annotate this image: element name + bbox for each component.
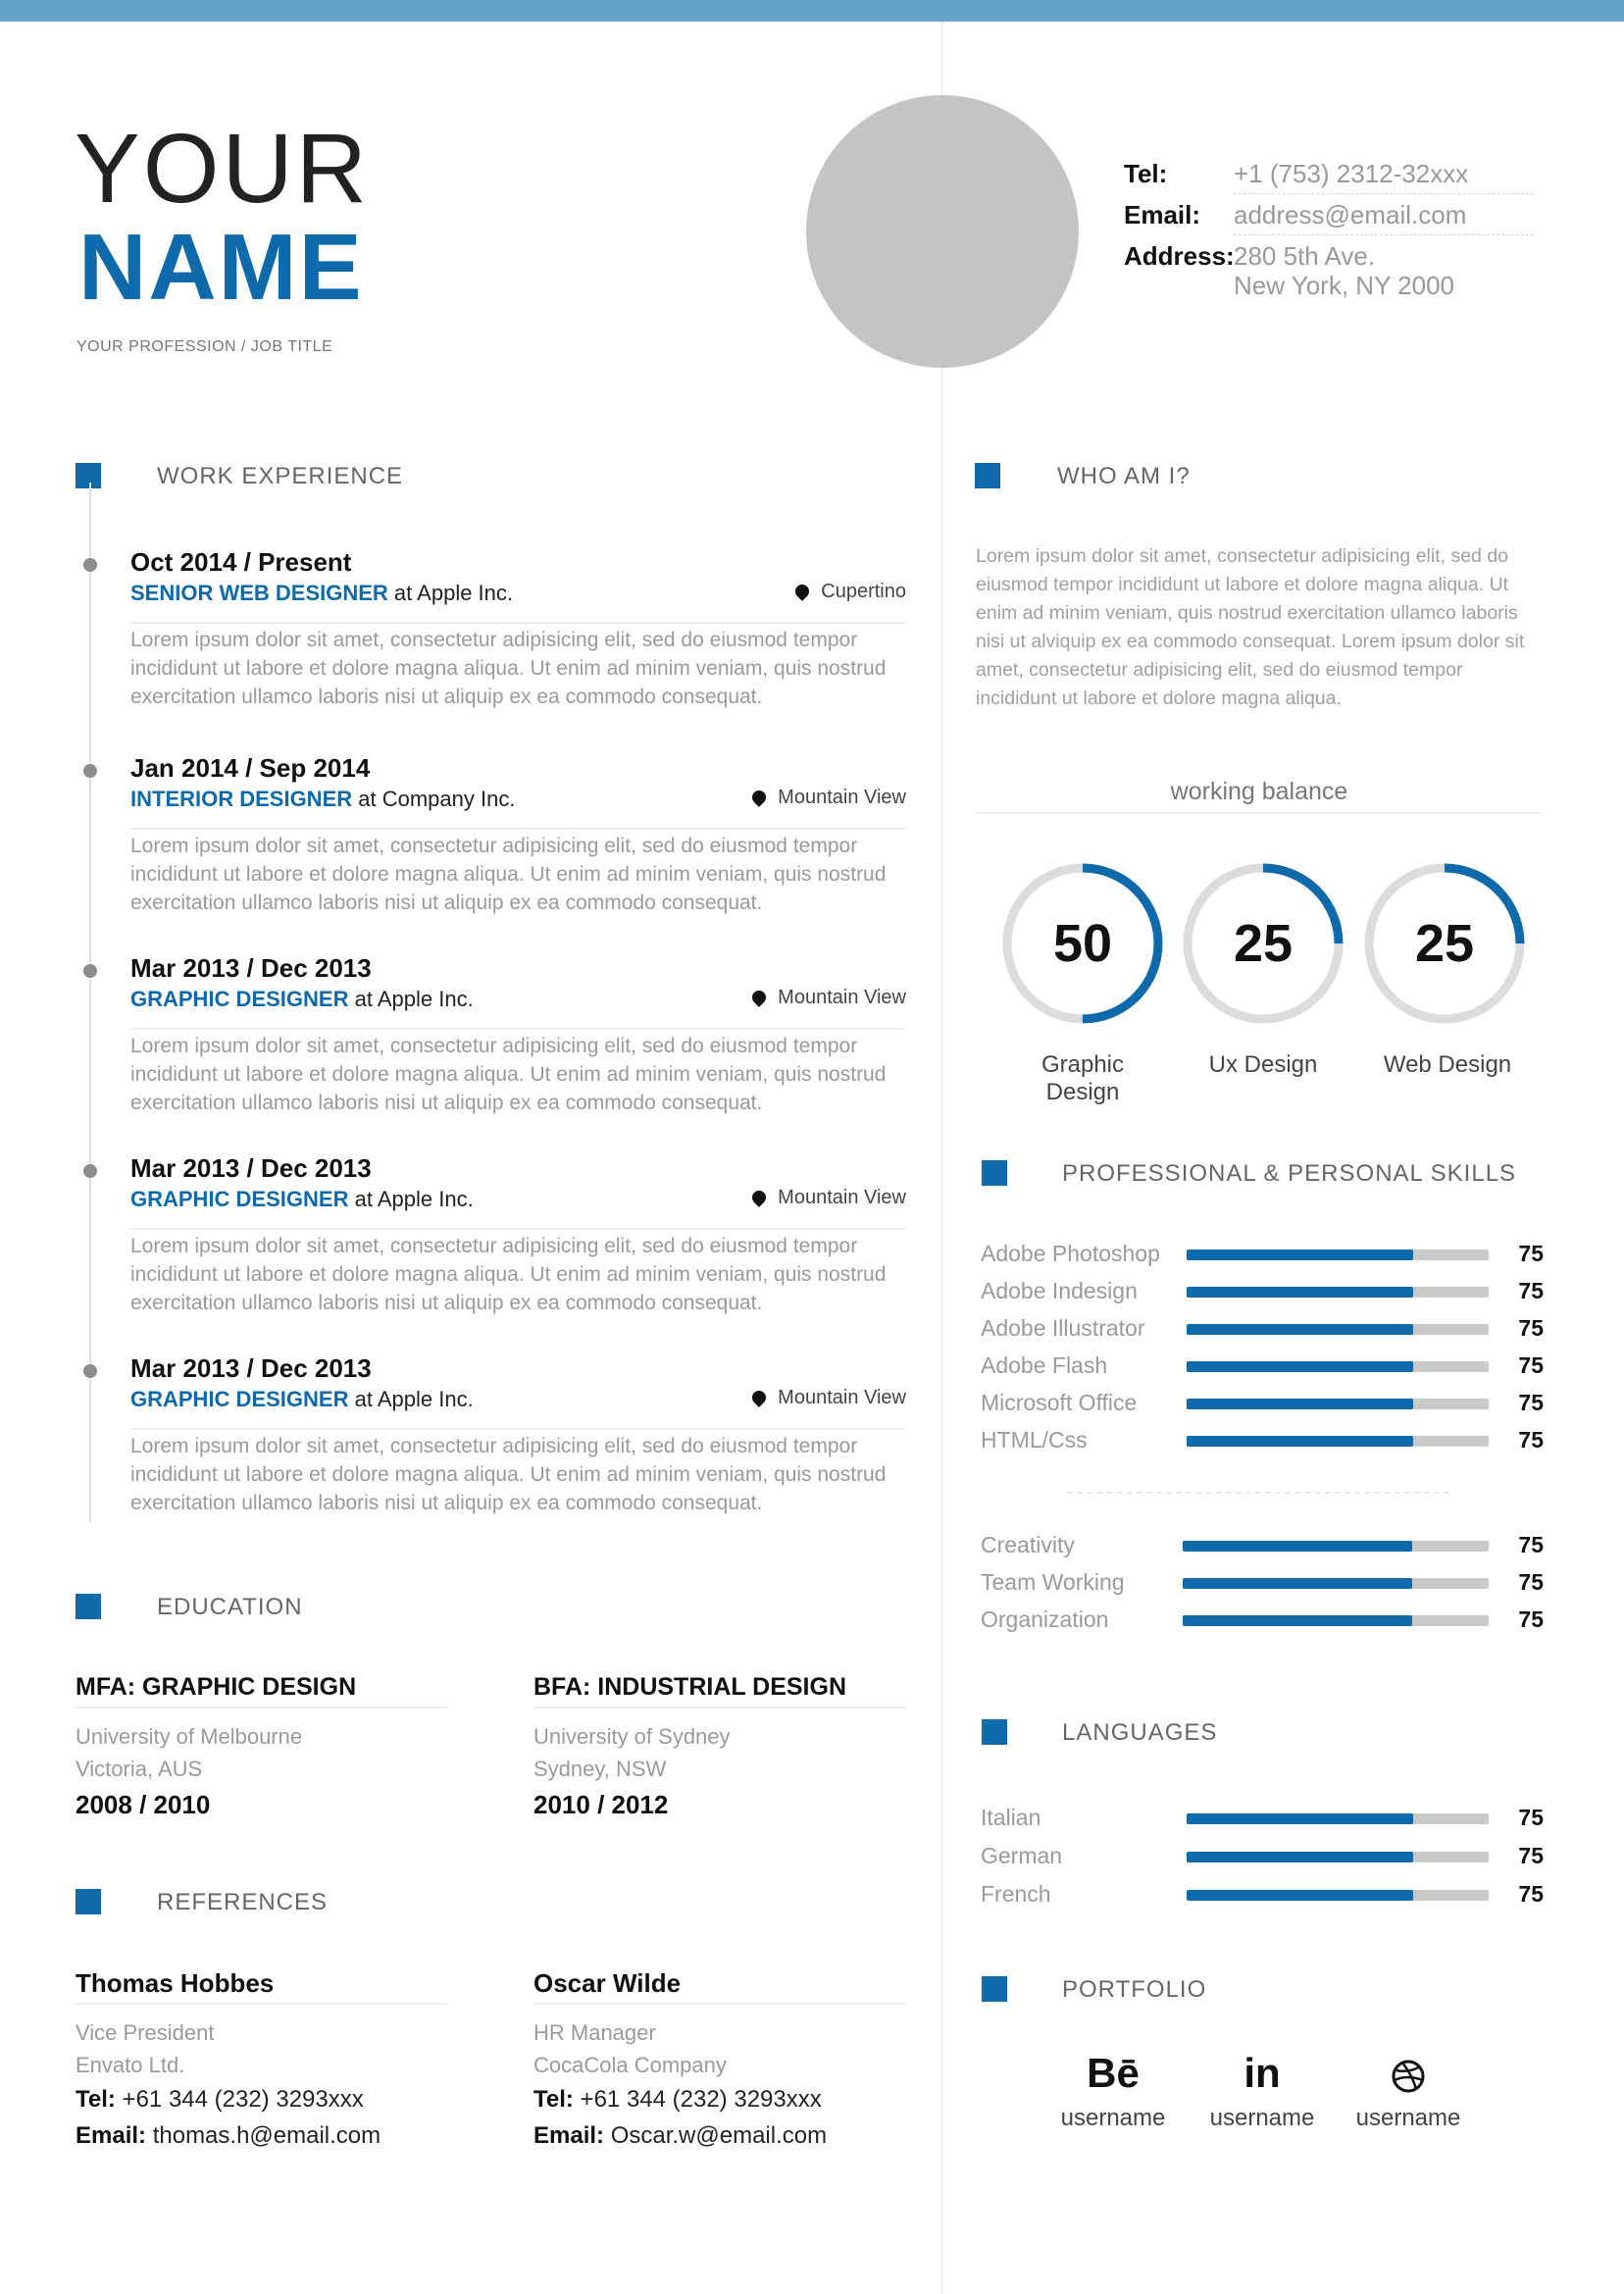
skill-row (981, 1605, 1549, 1634)
skill-bar-fill (1183, 1578, 1412, 1589)
contact-email-value: address@email.com (1234, 200, 1467, 229)
balance-label (1179, 1051, 1347, 1079)
skill-row (981, 1313, 1549, 1343)
portfolio-dribbble[interactable] (1340, 2048, 1477, 2132)
portfolio-username[interactable]: username (1060, 2105, 1166, 2131)
top-accent-bar (0, 0, 1624, 22)
job-dates: Mar 2013 / Dec 2013 (130, 953, 372, 983)
skills-divider (1067, 1492, 1449, 1494)
section-marker (76, 1594, 101, 1619)
portfolio-username[interactable]: username (1355, 2105, 1461, 2131)
education-degree: BFA: INDUSTRIAL DESIGN (533, 1667, 906, 1708)
skill-name: Creativity (981, 1532, 1075, 1557)
job-location (752, 1387, 906, 1409)
contact-address-line1: 280 5th Ave. (1234, 241, 1376, 271)
working-balance-divider (976, 812, 1543, 814)
contact-address (1124, 239, 1534, 273)
reference-email-label: Email: (533, 2122, 605, 2149)
job-location-text: Mountain View (778, 1387, 906, 1408)
contact-tel-value: +1 (753) 2312-32xxx (1234, 159, 1469, 188)
skill-value: 75 (1518, 1352, 1544, 1378)
job-location-text: Mountain View (778, 1187, 906, 1208)
portfolio-username[interactable]: username (1209, 2105, 1315, 2131)
job-description: Lorem ipsum dolor sit amet, consectetur adipisicing elit, sed do eiusmod tempor incididunt ut labore et dolore magna aliqua. Ut enim ad minim veniam, quis nostrud exercitation ullamco laboris nisi ut aliquip ex ea commodo consequat. (130, 1035, 887, 1114)
reference-name: Thomas Hobbes (76, 1963, 448, 2005)
skill-bar-track (1187, 1324, 1489, 1335)
section-marker (76, 463, 101, 488)
skill-bar-fill (1183, 1541, 1412, 1552)
section-marker (76, 1889, 101, 1914)
language-value: 75 (1518, 1805, 1544, 1830)
skill-value: 75 (1518, 1390, 1544, 1415)
profile-photo-placeholder (806, 95, 1079, 368)
education-school: University of Melbourne (76, 1724, 303, 1749)
section-marker (975, 463, 1000, 488)
skill-bar-track (1183, 1578, 1489, 1589)
job-company: at Apple Inc. (348, 987, 474, 1011)
reference-email-label: Email: (76, 2122, 147, 2149)
timeline-dot (83, 764, 97, 778)
balance-label-line2: Design (1045, 1079, 1120, 1105)
balance-donut (1360, 859, 1529, 1028)
reference-name: Oscar Wilde (533, 1963, 906, 2005)
reference-entry (76, 1963, 448, 2154)
skill-name: Team Working (981, 1569, 1125, 1595)
education-school: University of Sydney (533, 1724, 731, 1749)
language-name: French (981, 1881, 1051, 1907)
reference-role: HR Manager (533, 2020, 656, 2045)
contact-email (1124, 198, 1534, 231)
job-company: at Apple Inc. (348, 1187, 474, 1211)
portfolio-linkedin[interactable] (1193, 2048, 1331, 2132)
language-bar-track (1187, 1813, 1489, 1824)
location-pin-icon (792, 582, 812, 601)
job-location (752, 987, 906, 1009)
balance-label (1363, 1051, 1532, 1079)
reference-company: CocaCola Company (533, 2053, 727, 2077)
education-place: Sydney, NSW (533, 1757, 667, 1781)
about-me-text: Lorem ipsum dolor sit amet, consectetur adipisicing elit, sed do eiusmod tempor incididunt ut labore et dolore magna aliqua. Ut enim ad minim veniam, quis nostrud exercitation ullamco laboris nisi ut alviquip ex ea commodo consequat. Lorem ipsum dolor sit amet, consectetur adipisicing elit, sed do eiusmod tempor incididunt ut labore et dolore magna aliqua. (976, 545, 1525, 709)
timeline-dot (83, 1164, 97, 1178)
job-location-text: Cupertino (821, 581, 906, 602)
timeline-dot (83, 1364, 97, 1378)
job-role (130, 787, 515, 812)
reference-company: Envato Ltd. (76, 2053, 185, 2077)
job-dates: Mar 2013 / Dec 2013 (130, 1153, 372, 1183)
job-entry (78, 753, 912, 949)
skill-name: Organization (981, 1606, 1109, 1632)
contact-email-label: Email: (1124, 200, 1201, 229)
reference-tel-value: +61 344 (232) 3293xxx (573, 2086, 822, 2113)
section-marker (982, 1160, 1007, 1186)
skill-bar-track (1187, 1436, 1489, 1447)
skill-bar-fill (1187, 1436, 1413, 1447)
reference-entry (533, 1963, 906, 2154)
job-title: SENIOR WEB DESIGNER (130, 581, 388, 605)
job-company: at Apple Inc. (348, 1387, 474, 1411)
reference-tel-value: +61 344 (232) 3293xxx (115, 2086, 364, 2113)
job-entry (78, 953, 912, 1149)
section-title-education: EDUCATION (157, 1594, 303, 1620)
contact-address-2 (1124, 269, 1534, 302)
section-title-languages: LANGUAGES (1062, 1719, 1218, 1746)
reference-tel-label: Tel: (76, 2086, 116, 2113)
section-title-who: WHO AM I? (1057, 463, 1191, 489)
skill-name: Adobe Flash (981, 1352, 1108, 1378)
skill-bar-track (1183, 1541, 1489, 1552)
skill-name: Microsoft Office (981, 1390, 1138, 1415)
education-entry (533, 1667, 906, 1824)
skill-row (981, 1351, 1549, 1380)
working-balance-title: working balance (1170, 778, 1348, 805)
language-bar-track (1187, 1890, 1489, 1901)
section-marker (982, 1719, 1007, 1745)
skill-bar-fill (1187, 1249, 1413, 1260)
last-name: NAME (78, 215, 364, 320)
section-title-work: WORK EXPERIENCE (157, 463, 404, 489)
job-company: at Company Inc. (352, 787, 516, 811)
skill-value: 75 (1518, 1569, 1544, 1595)
skill-bar-track (1187, 1287, 1489, 1298)
contact-address-label: Address: (1124, 241, 1235, 271)
language-bar-fill (1187, 1813, 1413, 1824)
skill-name: Adobe Photoshop (981, 1241, 1160, 1266)
skill-name: Adobe Illustrator (981, 1315, 1145, 1341)
linkedin-icon[interactable]: in (1243, 2050, 1281, 2096)
balance-label-line1: Graphic (1040, 1051, 1125, 1078)
job-location (752, 1187, 906, 1209)
reference-email-value: thomas.h@email.com (146, 2122, 381, 2149)
balance-donut (998, 859, 1167, 1028)
skill-bar-track (1187, 1361, 1489, 1372)
job-divider (130, 1428, 906, 1430)
first-name: YOUR (75, 114, 370, 224)
job-dates: Jan 2014 / Sep 2014 (130, 753, 371, 783)
job-entry (78, 1153, 912, 1350)
contact-divider (1234, 234, 1534, 235)
education-years: 2010 / 2012 (533, 1790, 669, 1819)
skill-row (981, 1567, 1549, 1597)
education-place: Victoria, AUS (76, 1757, 203, 1781)
job-location (795, 581, 906, 603)
balance-value: 25 (1233, 914, 1294, 973)
language-value: 75 (1518, 1881, 1544, 1907)
job-dates: Mar 2013 / Dec 2013 (130, 1353, 372, 1383)
job-role (130, 1387, 474, 1412)
job-role (130, 987, 474, 1012)
job-description: Lorem ipsum dolor sit amet, consectetur adipisicing elit, sed do eiusmod tempor incididunt ut labore et dolore magna aliqua. Ut enim ad minim veniam, quis nostrud exercitation ullamco laboris nisi ut aliquip ex ea commodo consequat. (130, 1435, 887, 1514)
job-title: GRAPHIC DESIGNER (130, 1387, 349, 1411)
job-company: at Apple Inc. (387, 581, 514, 605)
section-title-skills: PROFESSIONAL & PERSONAL SKILLS (1062, 1160, 1517, 1187)
balance-donut (1179, 859, 1347, 1028)
contact-address-line2: New York, NY 2000 (1234, 271, 1454, 300)
job-divider (130, 828, 906, 830)
balance-label-line1: Web Design (1383, 1051, 1512, 1078)
job-entry (78, 547, 912, 743)
skill-bar-fill (1187, 1361, 1413, 1372)
skill-value: 75 (1518, 1427, 1544, 1453)
location-pin-icon (749, 1188, 769, 1207)
reference-email (76, 2117, 448, 2154)
language-row (981, 1841, 1549, 1870)
dribbble-icon[interactable] (1340, 2048, 1477, 2099)
job-divider (130, 1228, 906, 1230)
language-bar-fill (1187, 1852, 1413, 1862)
location-pin-icon (749, 788, 769, 807)
profession-title: YOUR PROFESSION / JOB TITLE (76, 338, 333, 355)
contact-divider (1234, 193, 1534, 194)
job-description: Lorem ipsum dolor sit amet, consectetur adipisicing elit, sed do eiusmod tempor incididunt ut labore et dolore magna aliqua. Ut enim ad minim veniam, quis nostrud exercitation ullamco laboris nisi ut aliquip ex ea commodo consequat. (130, 629, 887, 708)
job-divider (130, 1028, 906, 1030)
job-location-text: Mountain View (778, 987, 906, 1008)
skill-row (981, 1276, 1549, 1305)
job-description: Lorem ipsum dolor sit amet, consectetur adipisicing elit, sed do eiusmod tempor incididunt ut labore et dolore magna aliqua. Ut enim ad minim veniam, quis nostrud exercitation ullamco laboris nisi ut aliquip ex ea commodo consequat. (130, 1235, 887, 1314)
reference-email-value: Oscar.w@email.com (604, 2122, 828, 2149)
timeline-dot (83, 964, 97, 978)
skill-bar-track (1187, 1399, 1489, 1409)
skill-value: 75 (1518, 1532, 1544, 1557)
language-row (981, 1803, 1549, 1832)
balance-label-line1: Ux Design (1208, 1051, 1318, 1078)
language-bar-track (1187, 1852, 1489, 1862)
job-location (752, 787, 906, 809)
skill-row (981, 1239, 1549, 1268)
skill-value: 75 (1518, 1241, 1544, 1266)
skill-name: Adobe Indesign (981, 1278, 1138, 1303)
section-title-references: REFERENCES (157, 1889, 329, 1915)
job-role (130, 581, 513, 606)
education-entry (76, 1667, 448, 1824)
skill-bar-track (1183, 1615, 1489, 1626)
language-name: German (981, 1843, 1063, 1868)
skill-row (981, 1530, 1549, 1559)
reference-tel-label: Tel: (533, 2086, 574, 2113)
job-title: GRAPHIC DESIGNER (130, 987, 349, 1011)
behance-icon[interactable]: Bē (1087, 2050, 1140, 2096)
job-dates: Oct 2014 / Present (130, 547, 352, 577)
job-role (130, 1187, 474, 1212)
language-name: Italian (981, 1805, 1041, 1830)
education-years: 2008 / 2010 (76, 1790, 211, 1819)
dribbble-icon-graphic (1391, 2059, 1426, 2094)
location-pin-icon (749, 1388, 769, 1407)
job-entry (78, 1353, 912, 1550)
timeline-dot (83, 558, 97, 572)
job-location-text: Mountain View (778, 787, 906, 808)
skill-bar-track (1187, 1249, 1489, 1260)
reference-tel (76, 2081, 448, 2117)
section-marker (982, 1976, 1007, 2002)
job-title: GRAPHIC DESIGNER (130, 1187, 349, 1211)
reference-email (533, 2117, 906, 2154)
skill-bar-fill (1187, 1399, 1413, 1409)
skill-bar-fill (1187, 1324, 1413, 1335)
job-divider (130, 622, 906, 624)
skill-value: 75 (1518, 1278, 1544, 1303)
job-title: INTERIOR DESIGNER (130, 787, 353, 811)
balance-label (998, 1051, 1167, 1106)
skill-row (981, 1425, 1549, 1454)
language-bar-fill (1187, 1890, 1413, 1901)
contact-tel (1124, 157, 1534, 190)
skill-name: HTML/Css (981, 1427, 1088, 1453)
balance-value: 50 (1052, 914, 1113, 973)
skill-row (981, 1388, 1549, 1417)
job-description: Lorem ipsum dolor sit amet, consectetur adipisicing elit, sed do eiusmod tempor incididunt ut labore et dolore magna aliqua. Ut enim ad minim veniam, quis nostrud exercitation ullamco laboris nisi ut aliquip ex ea commodo consequat. (130, 835, 887, 914)
location-pin-icon (749, 988, 769, 1007)
education-degree: MFA: GRAPHIC DESIGN (76, 1667, 448, 1708)
skill-bar-fill (1187, 1287, 1413, 1298)
skill-bar-fill (1183, 1615, 1412, 1626)
portfolio-behance[interactable] (1044, 2048, 1182, 2132)
balance-value: 25 (1414, 914, 1475, 973)
skill-value: 75 (1518, 1606, 1544, 1632)
reference-tel (533, 2081, 906, 2117)
skill-value: 75 (1518, 1315, 1544, 1341)
contact-tel-label: Tel: (1124, 159, 1168, 188)
reference-role: Vice President (76, 2020, 215, 2045)
section-title-portfolio: PORTFOLIO (1062, 1976, 1207, 2003)
language-row (981, 1879, 1549, 1909)
language-value: 75 (1518, 1843, 1544, 1868)
